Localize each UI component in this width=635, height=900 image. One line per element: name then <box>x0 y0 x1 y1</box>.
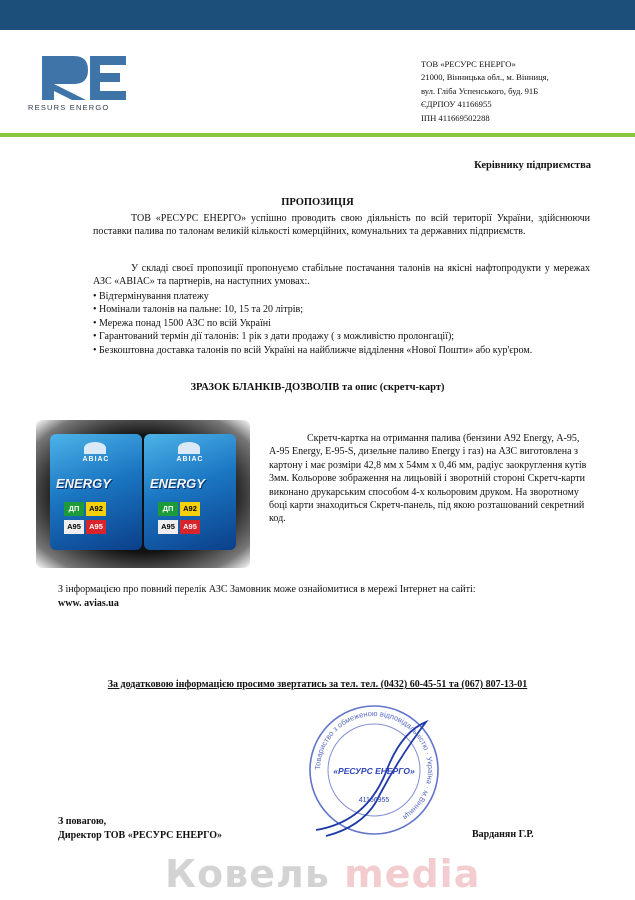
fuel-tile: А95 <box>180 520 200 534</box>
paragraph-intro <box>93 212 590 238</box>
card-energy-label: ENERGY <box>56 476 111 491</box>
list-item: • Номінали талонів на пальне: 10, 15 та 20 літрів; <box>93 303 590 316</box>
scratch-card <box>144 434 236 550</box>
company-line: вул. Гліба Успенського, буд. 91Б <box>421 85 539 96</box>
fuel-tile: А92 <box>86 502 106 516</box>
closing-greeting: З повагою, <box>58 816 107 827</box>
addressee: Керівнику підприємства <box>474 160 591 171</box>
watermark-part: media <box>344 852 481 896</box>
list-item: • Безкоштовна доставка талонів по всій Україні на найближче відділення «Нової Пошти» або кур'єром. <box>93 344 590 357</box>
conditions-list <box>93 290 590 357</box>
header-band <box>0 0 635 30</box>
document-title: ПРОПОЗИЦІЯ <box>281 197 354 208</box>
fuel-tile: ДП <box>64 502 84 516</box>
card-description-text: Скретч-картка на отримання палива (бензини А92 Energy, А-95, А-95 Energy, Е-95-S, дизельне паливо Energy і газ) на АЗС виготовлена з картону і має розміри 42,8 мм х 54мм х 0,46 мм, радіус заокруглення кутів 3мм. Кольорове зображення на лицьовій і зворотній стороні Скретч-карти виконано друкарським способом 4-х кольоровим друком. На зворотному боці карти знаходиться Скретч-панель, під якою розташований секретний код. <box>269 433 587 525</box>
header-divider <box>0 133 635 137</box>
company-line: 21000, Вінницька обл., м. Вінниця, <box>421 72 549 83</box>
closing-block <box>58 815 222 843</box>
info-block <box>58 583 588 611</box>
signer-name: Варданян Г.Р. <box>472 829 534 840</box>
paragraph-intro-text: ТОВ «РЕСУРС ЕНЕРГО» успішно проводить свою діяльність по всій території України, здійснюючи поставки палива по талонам великій кількості комерційних, комунальних та державних підприємств. <box>93 213 590 238</box>
fuel-tile: А95 <box>158 520 178 534</box>
stamp-ring-text: Товариство з обмеженою відповідальністю · Україна · м.Вінниця <box>312 708 436 822</box>
paragraph-offer <box>93 262 590 288</box>
fuel-tile: ДП <box>158 502 178 516</box>
card-energy-label: ENERGY <box>150 476 205 491</box>
company-info <box>421 58 549 125</box>
list-item: • Гарантований термін дії талонів: 1 рік з дати продажу ( з можливістю пролонгації); <box>93 330 590 343</box>
stamp-code: 41166955 <box>358 797 390 804</box>
website-link[interactable]: www. avias.ua <box>58 598 119 609</box>
scratch-cards-image <box>36 420 250 568</box>
card-brand: АВІАС <box>176 456 204 463</box>
paragraph-offer-text: У складі своєї пропозиції пропонуємо стабільне постачання талонів на якісні нафтопродукти у мережах АЗС «АВІАС» та партнерів, на наступних умовах:. <box>93 263 590 288</box>
scratch-card <box>50 434 142 550</box>
watermark <box>165 852 480 896</box>
brand-emblem-icon <box>84 442 106 454</box>
fuel-tile: А92 <box>180 502 200 516</box>
company-line: ЄДРПОУ 41166955 <box>421 99 492 110</box>
fuel-tile: А95 <box>64 520 84 534</box>
brand-emblem-icon <box>178 442 200 454</box>
card-brand: АВІАС <box>82 456 110 463</box>
contact-line: За додатковою інформацією просимо звертатись за тел. тел. (0432) 60-45-51 та (067) 807-13-01 <box>107 679 528 690</box>
watermark-part: Ковель <box>165 852 330 896</box>
logo-text: RESURS ENERGO <box>28 103 110 112</box>
fuel-tile: А95 <box>86 520 106 534</box>
company-line: ІПН 411669502288 <box>421 112 490 123</box>
info-text: З інформацією про повний перелік АЗС Замовник може ознайомитися в мережі Інтернет на сайті: <box>58 584 476 595</box>
list-item: • Відтермінування платежу <box>93 290 590 303</box>
closing-position: Директор ТОВ «РЕСУРС ЕНЕРГО» <box>58 830 223 841</box>
list-item: • Мережа понад 1500 АЗС по всій Україні <box>93 317 590 330</box>
company-line: ТОВ «РЕСУРС ЕНЕРГО» <box>421 59 516 69</box>
stamp-company-name: «РЕСУРС ЕНЕРГО» <box>333 766 415 776</box>
card-description <box>269 432 591 526</box>
sample-title: ЗРАЗОК БЛАНКІВ-ДОЗВОЛІВ та опис (скретч-карт) <box>190 382 445 393</box>
